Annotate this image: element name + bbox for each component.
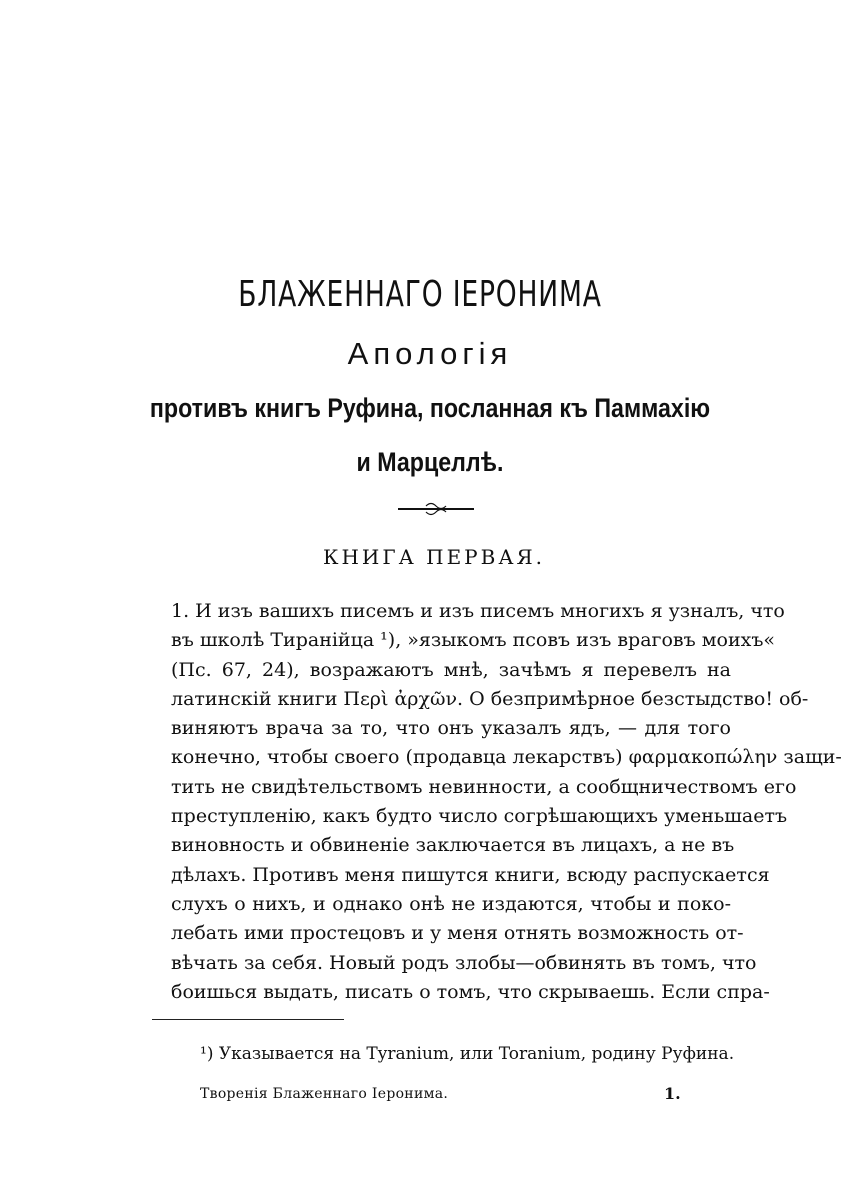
text-line: 1. И изъ вашихъ писемъ и изъ писемъ многихъ я узналъ, что [171, 600, 785, 622]
text-line: лебать ими простецовъ и у меня отнять возможность от- [171, 922, 744, 945]
text-line: вѣчать за себя. Новый родъ злобы—обвинять въ томъ, что [171, 951, 757, 974]
heading-line-1: противъ книгъ Руфина, посланная къ Паммахію [149, 393, 711, 423]
text-line: виняютъ врача за то, что онъ указалъ ядъ, — для того [171, 717, 731, 740]
text-line: виновность и обвиненіе заключается въ лицахъ, а не въ [171, 834, 735, 857]
footnote: ¹) Указывается на Tyranium, или Toranium, родину Руфина. [200, 1044, 735, 1064]
text-line: дѣлахъ. Противъ меня пишутся книги, всюду распускается [171, 863, 770, 886]
footnote-rule [152, 1019, 344, 1020]
footer-signature: 1. [664, 1084, 681, 1103]
document-title: БЛАЖЕННАГО ІЕРОНИМА [238, 274, 602, 315]
footer-book-name: Творенія Блаженнаго Іеронима. [200, 1086, 449, 1102]
heading-line-2: и Марцеллѣ. [356, 447, 504, 477]
text-line: боишься выдать, писать о томъ, что скрываешь. Если спра- [171, 980, 770, 1003]
book-title: КНИГА ПЕРВАЯ. [323, 545, 545, 569]
document-subtitle: Апологія [347, 336, 513, 371]
body-text [171, 597, 842, 1007]
text-line: слухъ о нихъ, и однако онѣ не издаются, чтобы и поко- [171, 892, 731, 915]
text-line: въ школѣ Тиранійца ¹), »языкомъ псовъ изъ враговъ моихъ« [171, 629, 776, 652]
text-line: преступленію, какъ будто число согрѣшающихъ уменьшаетъ [171, 805, 788, 828]
text-line: тить не свидѣтельствомъ невинности, а сообщничествомъ его [171, 775, 797, 798]
text-line: латинскій книги Περὶ ἀρχῶν. О безпримѣрное безстыдство! об- [171, 687, 809, 710]
text-line: (Пс. 67, 24), возражаютъ мнѣ, зачѣмъ я перевелъ на [171, 658, 731, 681]
text-line: конечно, чтобы своего (продавца лекарствъ) φαρμακοπώλην защи- [171, 746, 842, 769]
ornament-divider [398, 498, 474, 518]
